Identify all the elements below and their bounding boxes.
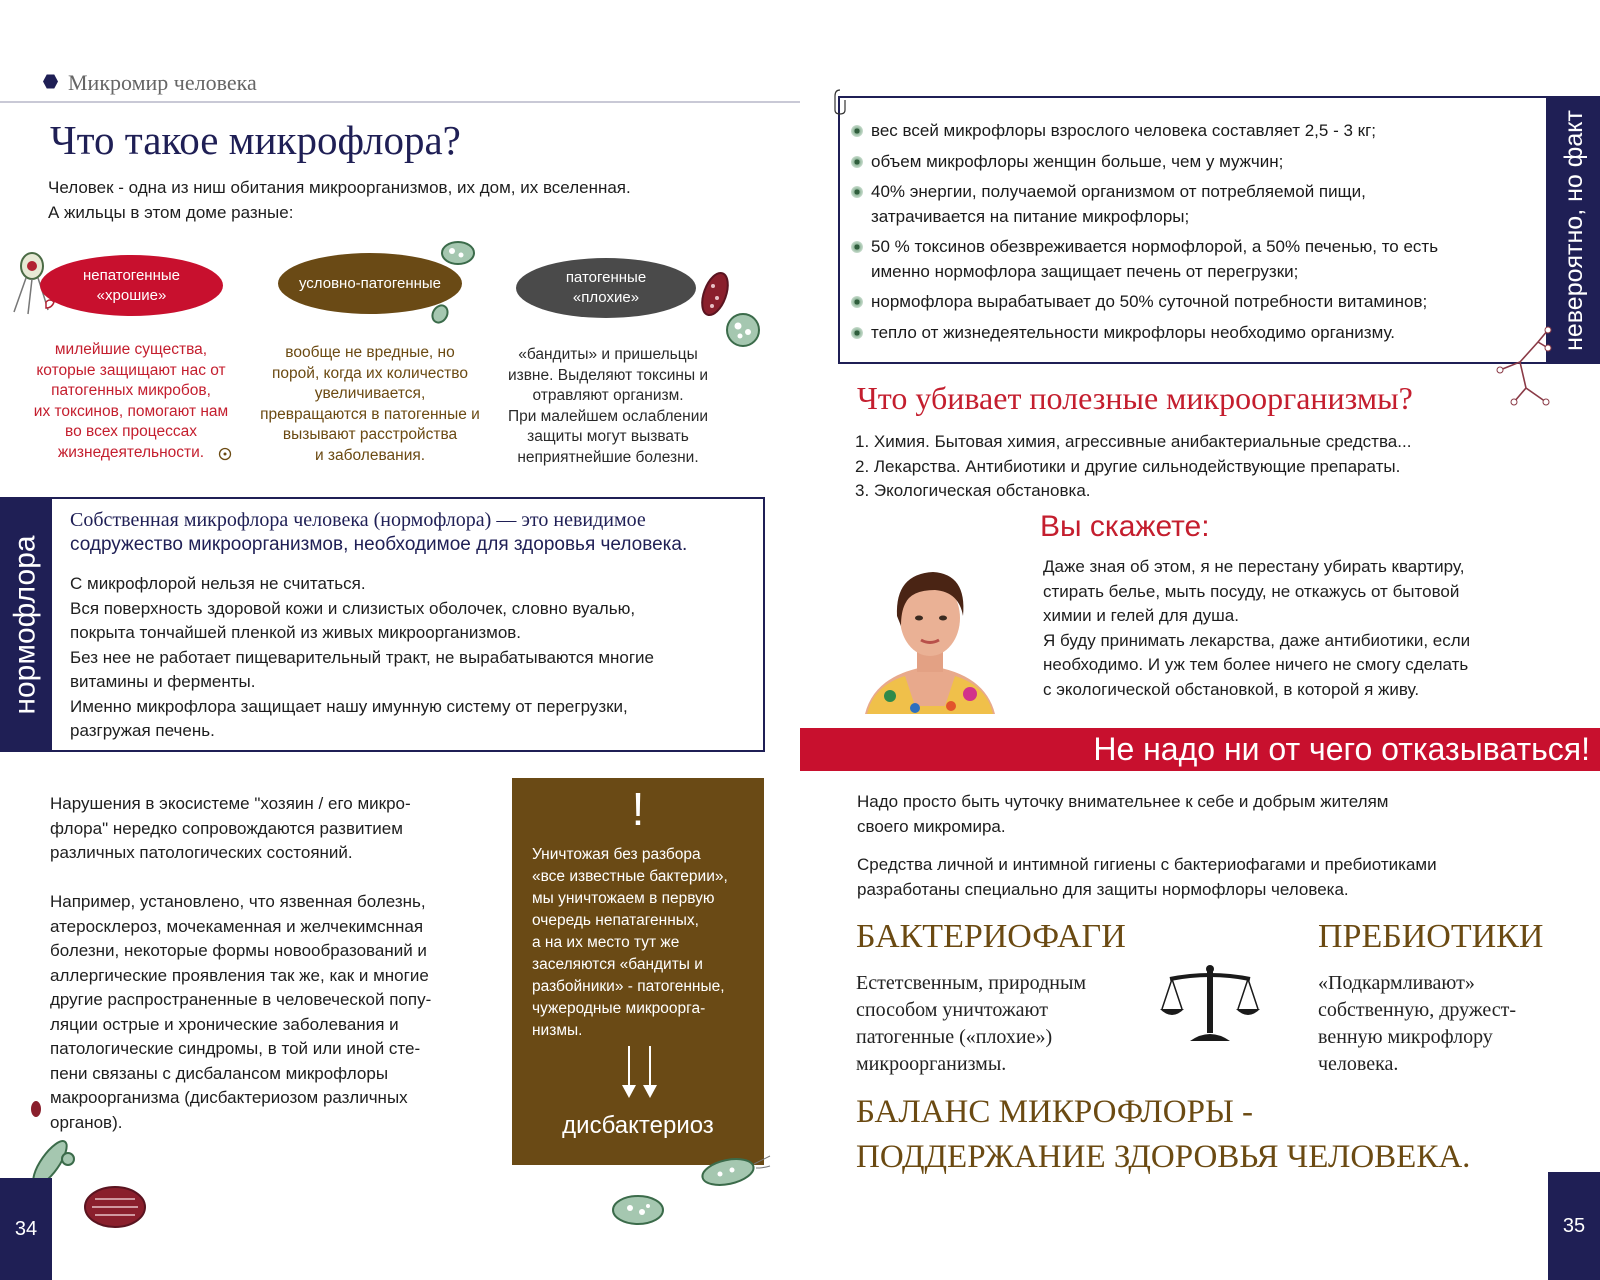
bacteriophages-text: Естетсвенным, природным способом уничтожают патогенные («плохие») микроорганизмы. xyxy=(856,972,1087,1075)
prebiotics-text: «Подкармливают» собственную, дружест- венную микрофлору человека. xyxy=(1318,972,1517,1075)
scales-icon xyxy=(1160,965,1260,1043)
facts-list xyxy=(851,119,1438,345)
microbe-icon xyxy=(693,268,765,352)
bullet-dot-icon xyxy=(851,125,863,137)
side-tab-fact: невероятно, но факт xyxy=(1548,96,1600,364)
normoflora-body: С микрофлорой нельзя не считаться. Вся поверхность здоровой кожи и слизистых оболочек, словно вуалью, покрыта тончайшей пленкой из живых микроорганизмов. Без нее не работает пищеварительный тракт, не вырабатываются многие витамины и ферменты. Именно микрофлора защищает нашу имунную систему от перегрузки, разгружая печень. xyxy=(70,574,655,740)
fact-item: 50 % токсинов обезвреживается нормофлорой, а 50% печенью, то есть именно нормофлора защищает печень от перегрузки; xyxy=(851,235,1438,284)
bullet-dot-icon xyxy=(851,241,863,253)
woman-photo xyxy=(855,556,1005,714)
side-tab-normoflora: нормофлора xyxy=(0,497,52,752)
prebiotics-title: ПРЕБИОТИКИ xyxy=(1318,918,1544,955)
fact-item: объем микрофлоры женщин больше, чем у мужчин; xyxy=(851,150,1438,175)
advice-text-2: Средства личной и интимной гигиены с бактериофагами и пребиотиками разработаны специально для защиты нормофлоры человека. xyxy=(857,855,1437,899)
header-divider xyxy=(0,101,800,103)
bullet-dot-icon xyxy=(851,327,863,339)
banner-text: Не надо ни от чего отказываться! xyxy=(1093,731,1590,767)
normoflora-lead: Собственная микрофлора человека (нормофлора) — это невидимое содружество микроорганизмов, необходимое для здоровья человека. xyxy=(70,509,688,555)
paragraph-disorders: Нарушения в экосистеме "хозяин / его микро- флора" нередко сопровождаются развитием различных патологических состояний. xyxy=(50,794,411,862)
fact-item: 40% энергии, получаемой организмом от потребляемой пищи, затрачивается на питание микрофлоры; xyxy=(851,180,1438,229)
page-title: Что такое микрофлора? xyxy=(50,117,461,163)
microbe-icon xyxy=(438,238,478,268)
bullet-hexagon-icon xyxy=(43,74,58,89)
balance-slogan: БАЛАНС МИКРОФЛОРЫ - ПОДДЕРЖАНИЕ ЗДОРОВЬЯ ЧЕЛОВЕКА. xyxy=(856,1094,1471,1175)
banner-dont-give-up xyxy=(800,728,1600,771)
desc-pathogenic: «бандиты» и пришельцы извне. Выделяют токсины и отравляют организм. При малейшем ослаблении защиты могут вызвать неприятнейшие болезни. xyxy=(507,346,709,466)
pill-nonpathogenic: непатогенные «хрошие» xyxy=(40,255,223,316)
warning-box xyxy=(512,778,764,1165)
page-number-right: 35 xyxy=(1548,1172,1600,1280)
running-head: Микромир человека xyxy=(68,70,257,95)
desc-opportunistic: вообще не вредные, но порой, когда их количество увеличивается, превращаются в патогенные и вызывают расстройства и заболевания. xyxy=(260,344,480,464)
you-say-text: Даже зная об этом, я не перестану убирать квартиру, стирать белье, мыть посуду, не откажусь от бытовой химии и гелей для душа. Я буду принимать лекарства, даже антибиотики, если необходимо. И уж тем более ничего не смогу сделать с экологической обстановкой, в которой я живу. xyxy=(1043,557,1471,699)
microbe-branch-icon xyxy=(1490,322,1552,410)
exclamation-mark: ! xyxy=(631,783,645,835)
fact-item: нормофлора вырабатывает до 50% суточной потребности витаминов; xyxy=(851,290,1438,315)
pill-pathogenic: патогенные «плохие» xyxy=(516,258,696,318)
kills-title: Что убивает полезные микроорганизмы? xyxy=(857,380,1413,416)
fact-item: вес всей микрофлоры взрослого человека составляет 2,5 - 3 кг; xyxy=(851,119,1438,144)
microbe-icon xyxy=(696,1150,776,1190)
desc-nonpathogenic: милейшие существа, которые защищают нас от патогенных микробов, их токсинов, помогают нам во всех процессах жизнедеятельности. xyxy=(33,341,229,461)
bacteriophages-title: БАКТЕРИОФАГИ xyxy=(856,918,1126,955)
intro-text: Человек - одна из ниш обитания микроорганизмов, их дом, их вселенная. А жильцы в этом доме разные: xyxy=(48,178,631,222)
you-say-title: Вы скажете: xyxy=(1040,510,1210,543)
microbe-icon xyxy=(608,1190,668,1230)
paragraph-examples: Например, установлено, что язвенная болезнь, атеросклероз, мочекаменная и желчекимснная болезни, некоторые формы новообразований и аллергические проявления так же, как и многие другие распространенные в человеческой попу- ляции острые и хронические заболевания и патологические синдромы, в той или иной сте- пени связаны с дисбалансом микрофлоры макроорганизма (дисбактериозом различных органов). xyxy=(50,892,432,1132)
fact-item: тепло от жизнедеятельности микрофлоры необходимо организму. xyxy=(851,321,1438,346)
page-number-left: 34 xyxy=(0,1178,52,1280)
bullet-dot-icon xyxy=(851,156,863,168)
pill-opportunistic: условно-патогенные xyxy=(278,253,462,314)
bullet-dot-icon xyxy=(851,296,863,308)
kills-list: 1. Химия. Бытовая химия, агрессивные анибактериальные средства... 2. Лекарства. Антибиотики и другие сильнодействующие препараты. 3. Экологическая обстановка. xyxy=(855,432,1412,500)
paperclip-icon xyxy=(832,88,848,116)
microbe-icon xyxy=(430,303,450,325)
microbe-icon xyxy=(218,447,232,461)
warning-text: Уничтожая без разбора «все известные бактерии», мы уничтожаем в первую очередь непатагенных, а на их место тут же заселяются «бандиты и разбойники» - патогенные, чужеродные микроорга- низмы. xyxy=(532,846,728,1039)
bullet-dot-icon xyxy=(851,186,863,198)
advice-text-1: Надо просто быть чуточку внимательнее к себе и добрым жителям своего микромира. xyxy=(857,792,1389,836)
dysbacteriosis-label: дисбактериоз xyxy=(562,1112,714,1139)
